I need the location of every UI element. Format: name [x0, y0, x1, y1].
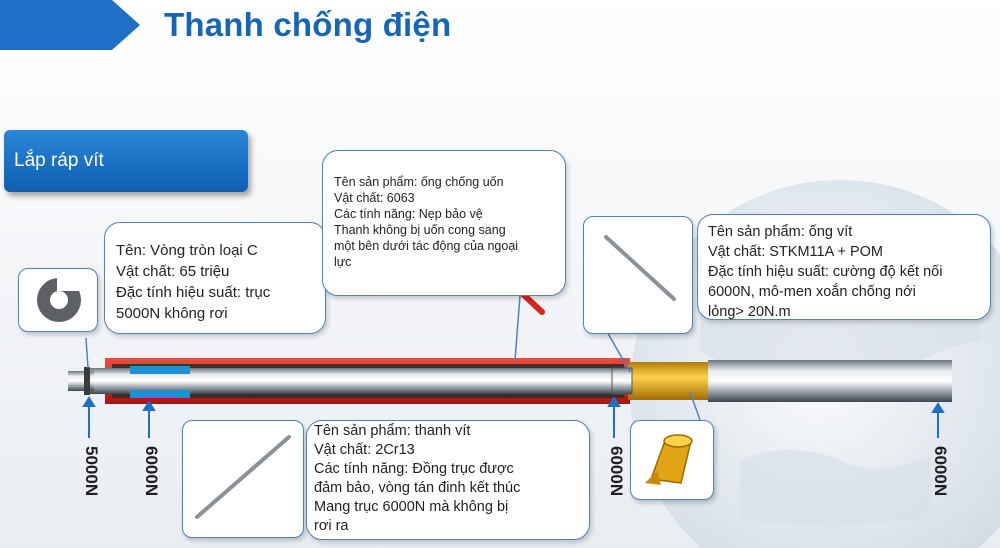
connector-icon — [631, 421, 713, 499]
c-ring-callout-text: Tên: Vòng tròn loại C Vật chất: 65 triệu Đặc tính hiệu suất: trục 5000N không rơi — [116, 242, 271, 322]
c-ring-image — [18, 268, 98, 332]
screw-tube-image — [583, 216, 693, 334]
page-title: Thanh chống điện — [164, 6, 452, 43]
connector-image — [630, 420, 714, 500]
gold-connector — [628, 362, 708, 400]
force-label: 6000N — [142, 446, 161, 497]
screw-tube-icon — [584, 217, 692, 333]
screw-rod-callout-text: Tên sản phẩm: thanh vít Vật chất: 2Cr13 Các tính năng: Đồng trục được đảm bảo, vòng tán đinh kết thúc Mang trục 6000N mà không bị rơi ra — [314, 423, 521, 534]
force-label: 6000N — [931, 446, 950, 497]
screw-tube — [708, 360, 952, 402]
screw-tube-callout-text: Tên sản phẩm: ống vít Vật chất: STKM11A + POM Đặc tính hiệu suất: cường độ kết nối 6000N, mô-men xoắn chống nới lỏng> 20N.m — [708, 224, 943, 320]
force-label: 5000N — [82, 446, 101, 497]
bend-tube-callout-text: Tên sản phẩm: ống chống uốn Vật chất: 6063 Các tính năng: Nẹp bảo vệ Thanh không bị uốn cong sang một bên dưới tác động của ngoại lực — [334, 175, 519, 269]
c-ring-icon — [19, 269, 97, 331]
screw-rod-image — [182, 420, 304, 538]
section-tab-label: Lắp ráp vít — [14, 150, 104, 171]
force-label: 6000N — [607, 446, 626, 497]
screw-rod-icon — [183, 421, 303, 537]
